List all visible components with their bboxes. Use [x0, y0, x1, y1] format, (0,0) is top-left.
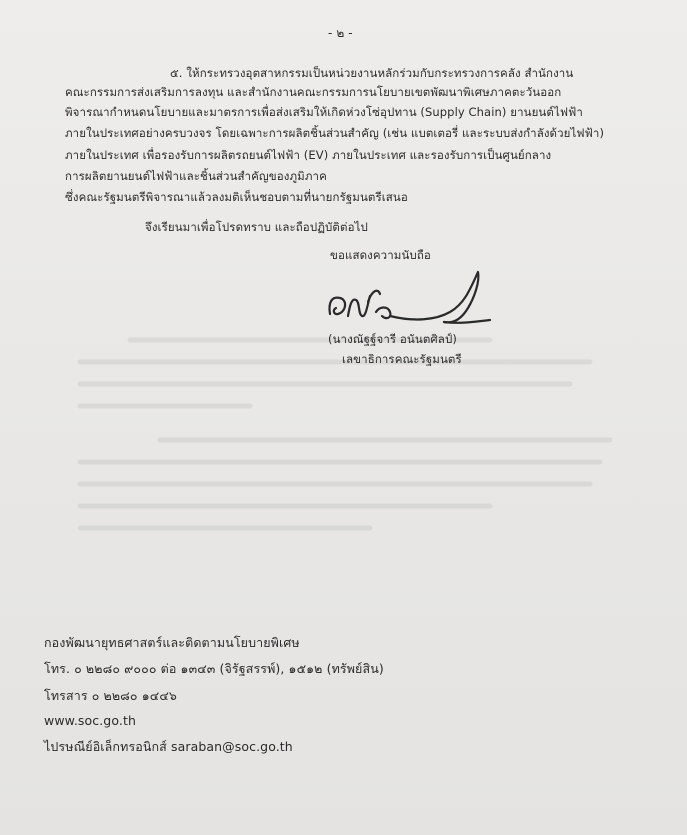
- body-line-5: ภายในประเทศ เพื่อรองรับการผลิตรถยนต์ไฟฟ้า (EV) ภายในประเทศ และรองรับการเป็นศูนย์กลาง: [65, 148, 552, 162]
- body-line-3: พิจารณากำหนดนโยบายและมาตรการเพื่อส่งเสริมให้เกิดห่วงโซ่อุปทาน (Supply Chain) ยานยนต์ไฟฟ้า: [65, 105, 583, 119]
- regards-line: ขอแสดงความนับถือ: [330, 248, 431, 262]
- footer-office: กองพัฒนายุทธศาสตร์และติดตามนโยบายพิเศษ: [44, 635, 300, 650]
- footer-fax: โทรสาร ๐ ๒๒๘๐ ๑๔๔๖: [44, 688, 177, 703]
- footer-email: ไปรษณีย์อิเล็กทรอนิกส์ saraban@soc.go.th: [44, 739, 293, 754]
- page-number: - ๒ -: [328, 26, 353, 40]
- signatory-name: (นางณัฐฐ์จารี อนันตศิลป์): [328, 332, 457, 346]
- closing-line: จึงเรียนมาเพื่อโปรดทราบ และถือปฏิบัติต่อไป: [145, 220, 368, 234]
- footer-phone: โทร. ๐ ๒๒๘๐ ๙๐๐๐ ต่อ ๑๓๔๓ (จิรัฐสรรพ์), ๑๕๑๒ (ทรัพย์สิน): [44, 661, 384, 676]
- footer-website: www.soc.go.th: [44, 713, 136, 728]
- body-line-1: ๕. ให้กระทรวงอุตสาหกรรมเป็นหน่วยงานหลักร่วมกับกระทรวงการคลัง สำนักงาน: [170, 66, 574, 80]
- body-line-2: คณะกรรมการส่งเสริมการลงทุน และสำนักงานคณะกรรมการนโยบายเขตพัฒนาพิเศษภาคตะวันออก: [65, 85, 562, 99]
- body-line-6: การผลิตยานยนต์ไฟฟ้าและชิ้นส่วนสำคัญของภูมิภาค: [65, 169, 327, 183]
- body-line-7: ซึ่งคณะรัฐมนตรีพิจารณาแล้วลงมติเห็นชอบตามที่นายกรัฐมนตรีเสนอ: [65, 190, 408, 204]
- body-line-4: ภายในประเทศอย่างครบวงจร โดยเฉพาะการผลิตชิ้นส่วนสำคัญ (เช่น แบตเตอรี่ และระบบส่งกำลังด้วยไฟฟ้า): [65, 126, 605, 140]
- signatory-position: เลขาธิการคณะรัฐมนตรี: [342, 352, 462, 366]
- handwritten-signature: [318, 262, 498, 332]
